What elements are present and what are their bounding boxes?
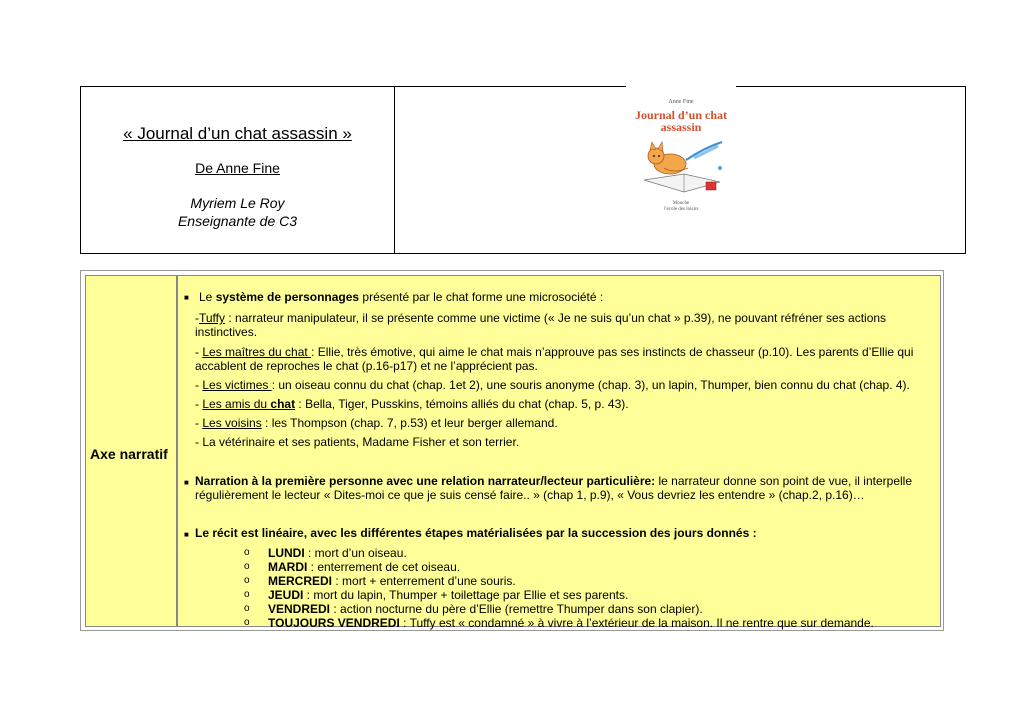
column-divider: [176, 276, 178, 626]
character-victimes: [195, 378, 935, 392]
character-voisins: [195, 416, 935, 430]
day-text: [268, 574, 516, 588]
circle-bullet-icon: o: [244, 575, 250, 586]
header-table: [80, 86, 966, 254]
voisins-label: Les voisins: [202, 416, 262, 430]
day-item: [244, 616, 944, 630]
day-text: [268, 602, 703, 616]
bullet-square-icon: ■: [184, 530, 189, 539]
day-text: [268, 560, 460, 574]
axis-label: Axe narratif: [90, 446, 168, 462]
bullet-personnages: [199, 290, 939, 304]
amis-text: : Bella, Tiger, Pusskins, témoins alliés du chat (chap. 5, p. 43).: [295, 397, 629, 411]
amis-label: [202, 397, 295, 411]
day-description: : mort + enterrement d’une souris.: [332, 574, 516, 588]
circle-bullet-icon: o: [244, 617, 250, 628]
cover-publisher-line2: l’école des loisirs: [663, 207, 699, 212]
voisins-dash: -: [195, 416, 203, 430]
bullet-narration: [195, 474, 935, 502]
character-amis: [195, 397, 935, 411]
voisins-text: : les Thompson (chap. 7, p.53) et leur berger allemand.: [261, 416, 558, 430]
victimes-label: Les victimes: [202, 378, 272, 392]
character-veterinaire: - La vétérinaire et ses patients, Madame Fisher et son terrier.: [195, 435, 520, 449]
bullet-square-icon: ■: [184, 478, 189, 487]
cover-title: [626, 109, 736, 133]
bullet2-rest: le narrateur donne son point de vue, il interpelle régulièrement le lecteur « Dites-moi ce que je suis censé faire.. » (chap 1, p.9), « Vous devriez les entendre » (chap.2, p.16)…: [195, 474, 913, 502]
circle-bullet-icon: o: [244, 561, 250, 572]
teacher-name: Myriem Le Roy: [190, 195, 285, 211]
day-description: : action nocturne du père d’Ellie (remettre Thumper dans son clapier).: [330, 602, 703, 616]
bullet2-bold: Narration à la première personne avec une relation narrateur/lecteur particulière:: [195, 474, 656, 488]
cover-publisher-line1: Mouche: [672, 201, 690, 206]
cover-title-line2: assassin: [660, 120, 702, 134]
day-item: [244, 560, 944, 574]
day-text: [268, 546, 407, 560]
teacher-role: Enseignante de C3: [177, 213, 298, 229]
maitres-text: : Ellie, très émotive, qui aime le chat mais n’approuve pas ses instincts de chasseur (p.10). Les parents d’Ellie qui accablent de reproches le chat (p.16-p17) et ne l’apprécient pas.: [195, 345, 914, 373]
amis-dash: -: [195, 397, 203, 411]
bullet1-prefix: Le: [199, 290, 216, 304]
day-item: [244, 602, 944, 616]
cover-publisher: [626, 201, 736, 213]
day-item: [244, 588, 944, 602]
day-name: VENDREDI: [268, 602, 331, 616]
day-item: [244, 574, 944, 588]
circle-bullet-icon: o: [244, 589, 250, 600]
amis-label-bold: chat: [270, 397, 296, 411]
day-name: MARDI: [268, 560, 308, 574]
day-name: JEUDI: [268, 588, 304, 602]
tuffy-dash: -: [195, 311, 199, 325]
day-text: [268, 588, 628, 602]
table-body: [85, 275, 941, 630]
teacher-info: [81, 194, 394, 230]
cover-title-line1: Journal d’un chat: [634, 108, 728, 122]
day-description: : Tuffy est « condamné » à vivre à l’extérieur de la maison. Il ne rentre que sur demande.: [399, 616, 874, 630]
maitres-label: Les maîtres du chat: [202, 345, 312, 359]
day-item: [244, 546, 944, 560]
cover-author: Anne Fine: [668, 99, 694, 105]
book-title: « Journal d’un chat assassin »: [123, 124, 352, 143]
day-description: : mort du lapin, Thumper + toilettage par Ellie et ses parents.: [303, 588, 629, 602]
bullet-square-icon: ■: [184, 293, 189, 302]
tuffy-name: Tuffy: [199, 311, 226, 325]
narrative-axis-table: [80, 270, 944, 631]
bullet1-rest: présenté par le chat forme une microsociété :: [359, 290, 604, 304]
circle-bullet-icon: o: [244, 603, 250, 614]
day-name: MERCREDI: [268, 574, 333, 588]
bullet1-bold: système de personnages: [215, 290, 360, 304]
day-description: : enterrement de cet oiseau.: [307, 560, 461, 574]
character-tuffy: [195, 311, 935, 339]
victimes-dash: -: [195, 378, 203, 392]
maitres-dash: -: [195, 345, 203, 359]
book-cover-image: [626, 84, 736, 250]
day-text: [268, 616, 874, 630]
victimes-text: : un oiseau connu du chat (chap. 1et 2), une souris anonyme (chap. 3), un lapin, Thumper, bien connu du chat (chap. 4).: [271, 378, 910, 392]
day-name: TOUJOURS VENDREDI: [268, 616, 400, 630]
cat-illustration-icon: [634, 138, 730, 198]
circle-bullet-icon: o: [244, 547, 250, 558]
character-maitres: [195, 345, 935, 373]
tuffy-text: : narrateur manipulateur, il se présente comme une victime (« Je ne suis qu’un chat » p.39), ne pouvant réfréner ses actions instinctives.: [195, 311, 887, 339]
amis-label-text: Les amis du: [202, 397, 271, 411]
day-name: LUNDI: [268, 546, 305, 560]
day-description: : mort d’un oiseau.: [304, 546, 407, 560]
book-author: De Anne Fine: [195, 160, 280, 176]
header-info-cell: [81, 87, 395, 253]
bullet-recit: Le récit est linéaire, avec les différentes étapes matérialisées par la succession des jours donnés :: [195, 526, 757, 540]
